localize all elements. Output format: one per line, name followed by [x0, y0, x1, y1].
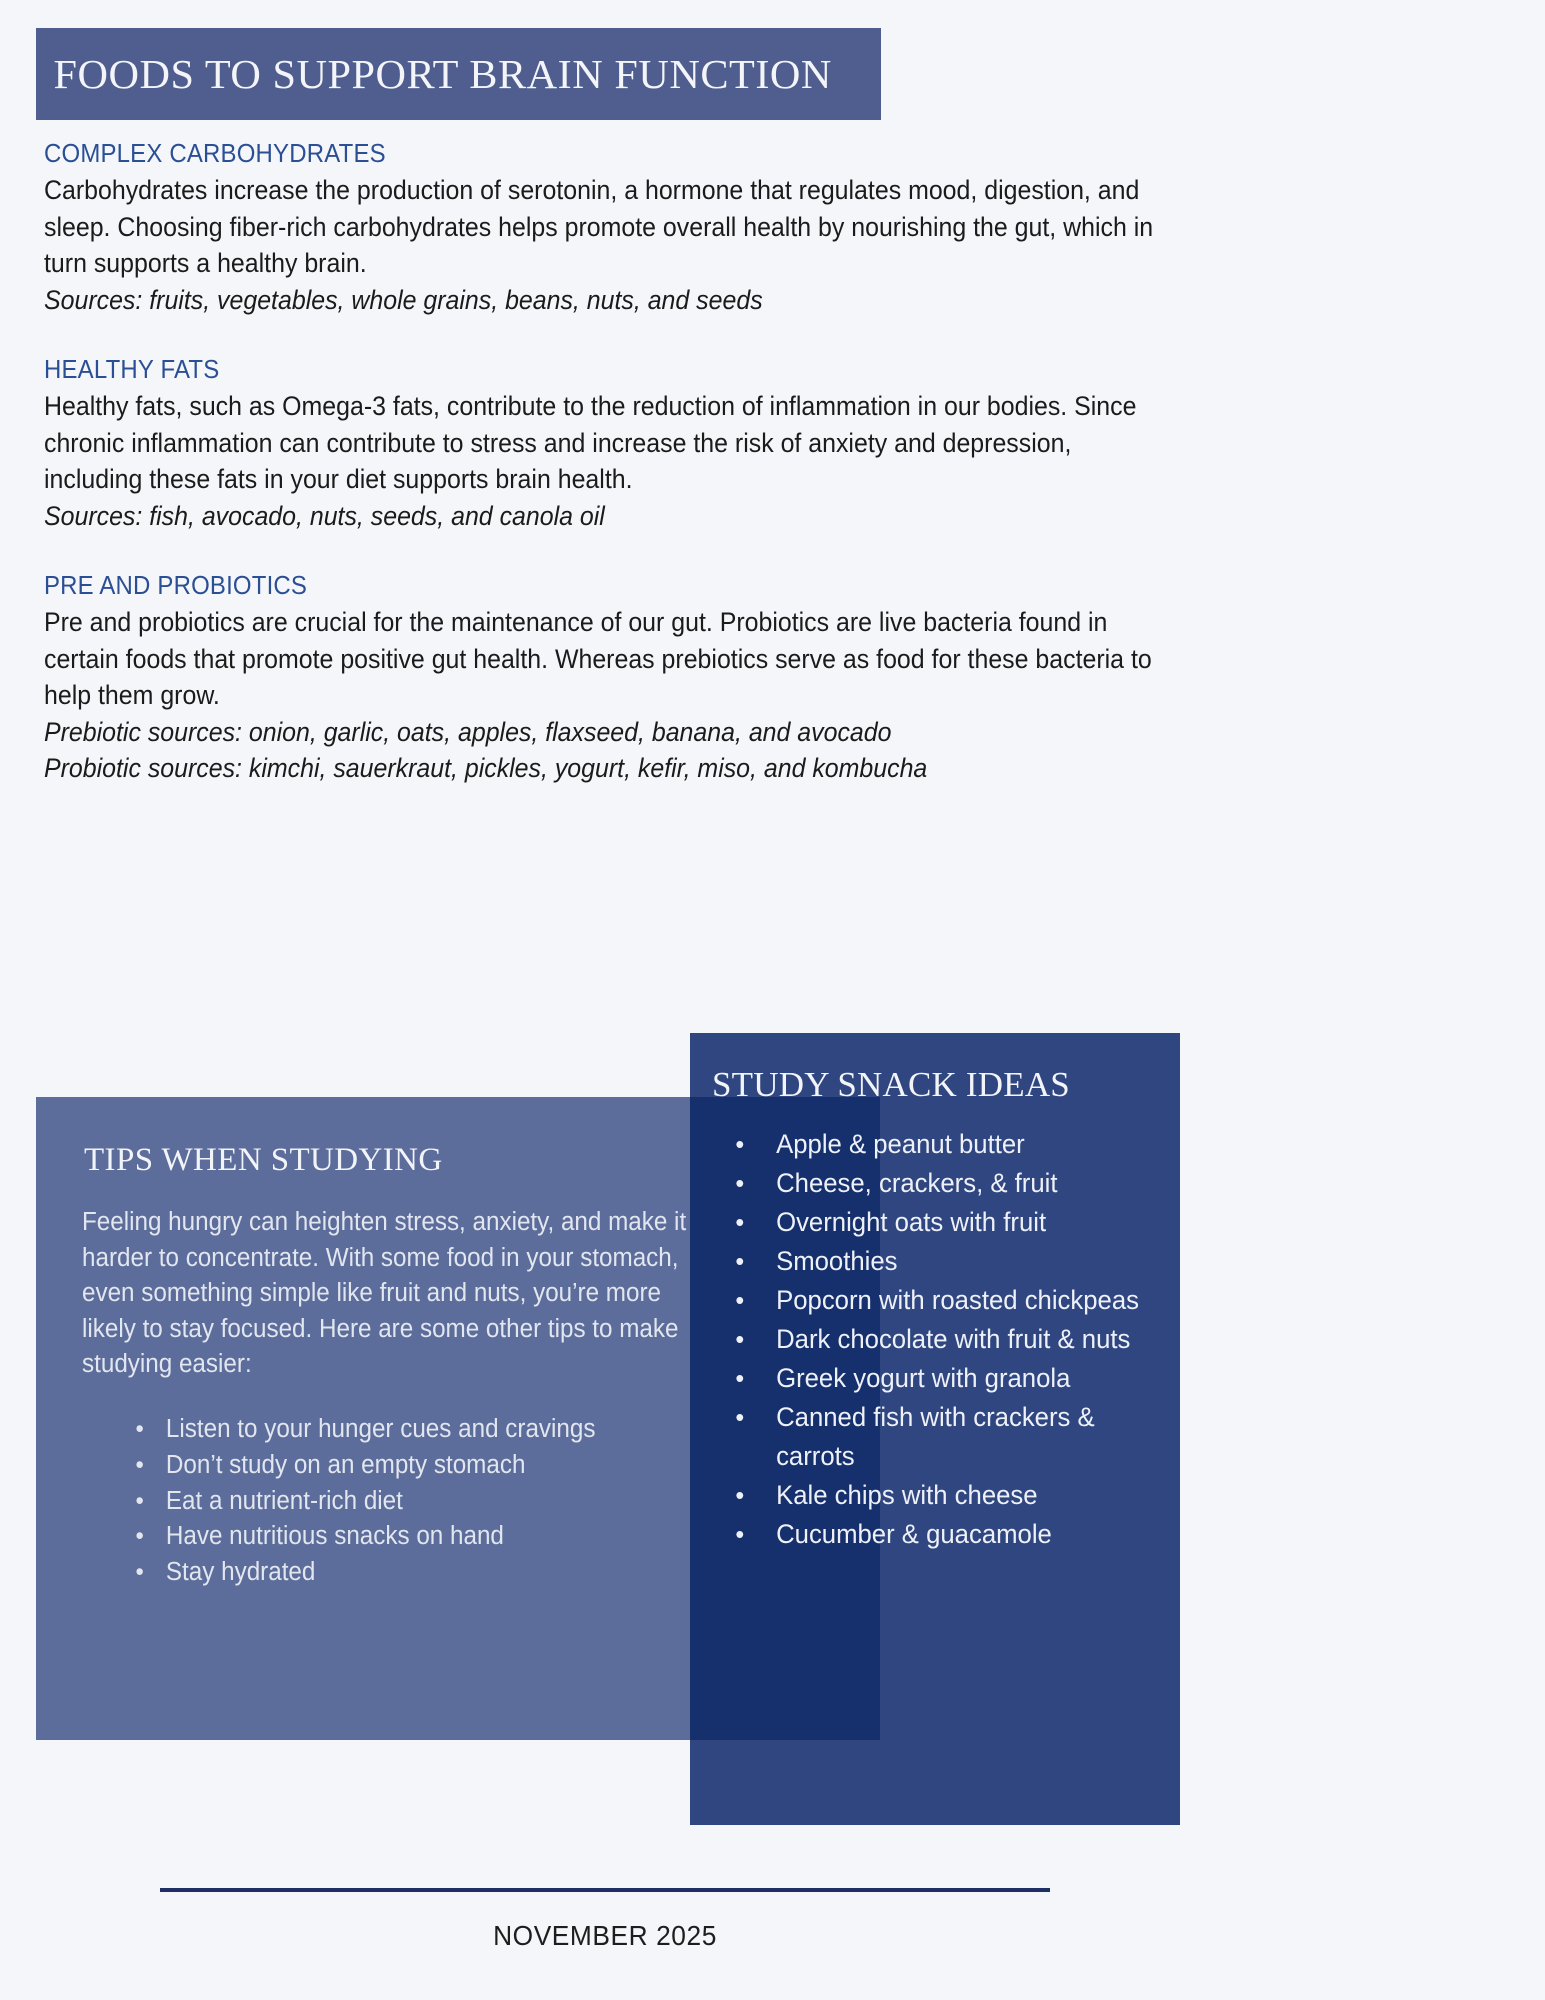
tips-list-item	[126, 1412, 715, 1448]
snack-list-item-label: Canned fish with crackers & carrots	[776, 1402, 1095, 1471]
section-sources: Probiotic sources: kimchi, sauerkraut, pickles, yogurt, kefir, miso, and kombucha	[44, 753, 928, 783]
snack-list-item-label: Smoothies	[776, 1246, 898, 1276]
snack-list-item-label: Dark chocolate with fruit & nuts	[776, 1324, 1131, 1354]
snack-list-item	[714, 1515, 1160, 1554]
bullet-icon: •	[735, 1402, 745, 1432]
bullet-icon: •	[135, 1522, 144, 1551]
section-paragraph: Pre and probiotics are crucial for the maintenance of our gut. Probiotics are live bacteria found in certain foods that promote positive gut health. Whereas prebiotics serve as food for these bacteria to help them grow.	[44, 607, 1152, 710]
snack-list	[714, 1125, 1160, 1554]
tips-list-item	[126, 1448, 715, 1484]
tips-list-item	[126, 1519, 715, 1555]
section-heading: PRE AND PROBIOTICS	[44, 572, 308, 600]
bullet-icon: •	[735, 1285, 745, 1315]
tips-list-item-label: Don’t study on an empty stomach	[165, 1450, 526, 1479]
tips-list-item	[126, 1555, 715, 1591]
snack-list-item	[714, 1359, 1160, 1398]
snack-list-item-label: Kale chips with cheese	[776, 1480, 1038, 1510]
snack-list-item-label: Popcorn with roasted chickpeas	[776, 1285, 1140, 1315]
snack-list-item	[714, 1125, 1160, 1164]
section-heading: COMPLEX CARBOHYDRATES	[44, 140, 386, 168]
tips-card-title: TIPS WHEN STUDYING	[84, 1142, 443, 1178]
section-sources: Prebiotic sources: onion, garlic, oats, apples, flaxseed, banana, and avocado	[44, 716, 892, 747]
snack-list-item	[714, 1164, 1160, 1203]
tips-list-item-label: Listen to your hunger cues and cravings	[165, 1415, 596, 1443]
bullet-icon: •	[135, 1450, 144, 1479]
bullet-icon: •	[735, 1246, 745, 1276]
snack-card-title: STUDY SNACK IDEAS	[712, 1065, 1070, 1104]
tips-list-item-label: Have nutritious snacks on hand	[165, 1522, 504, 1551]
bullet-icon: •	[735, 1168, 745, 1198]
snack-list-item-label: Overnight oats with fruit	[776, 1207, 1047, 1237]
bullet-icon: •	[735, 1480, 745, 1510]
snack-list-item-label: Cheese, crackers, & fruit	[776, 1168, 1058, 1198]
bullet-icon: •	[735, 1129, 745, 1159]
snack-list-item	[714, 1398, 1160, 1476]
tips-list-item-label: Eat a nutrient-rich diet	[165, 1486, 403, 1515]
article-section	[44, 136, 1164, 318]
section-sources: Sources: fish, avocado, nuts, seeds, and canola oil	[44, 500, 605, 531]
footer-divider	[160, 1888, 1050, 1892]
snack-list-item-label: Greek yogurt with granola	[776, 1363, 1071, 1393]
article-body	[44, 136, 1164, 787]
article-section	[44, 568, 1164, 787]
section-paragraph: Carbohydrates increase the production of serotonin, a hormone that regulates mood, digestion, and sleep. Choosing fiber-rich carbohydrates helps promote overall health by nourishing the gut, which in turn supports a healthy brain.	[44, 175, 1154, 278]
section-heading: HEALTHY FATS	[44, 356, 220, 384]
snack-list-item	[714, 1203, 1160, 1242]
snack-list-item	[714, 1242, 1160, 1281]
bullet-icon: •	[735, 1324, 745, 1354]
header-banner	[36, 28, 881, 120]
tips-card-body: Feeling hungry can heighten stress, anxiety, and make it harder to concentrate. With some food in your stomach, even something simple like fruit and nuts, you’re more likely to stay focused. Here are some other tips to make studying easier:	[82, 1208, 687, 1378]
snack-list-item	[714, 1320, 1160, 1359]
article-section	[44, 352, 1164, 534]
bullet-icon: •	[735, 1519, 745, 1549]
page-title: FOODS TO SUPPORT BRAIN FUNCTION	[53, 51, 832, 97]
bullet-icon: •	[735, 1363, 745, 1393]
bullet-icon: •	[135, 1486, 144, 1515]
snack-list-item	[714, 1476, 1160, 1515]
tips-list	[126, 1412, 715, 1591]
footer-date: NOVEMBER 2025	[493, 1920, 717, 1951]
bullet-icon: •	[135, 1415, 144, 1443]
bullet-icon: •	[735, 1207, 745, 1237]
section-paragraph: Healthy fats, such as Omega-3 fats, contribute to the reduction of inflammation in our bodies. Since chronic inflammation can contribute to stress and increase the risk of anxiety and depression, including these fats in your diet supports brain health.	[44, 391, 1137, 494]
snack-list-item-label: Apple & peanut butter	[776, 1129, 1025, 1159]
study-snack-ideas-card	[690, 1033, 1180, 1825]
tips-list-item	[126, 1484, 715, 1520]
bullet-icon: •	[135, 1558, 144, 1587]
tips-list-item-label: Stay hydrated	[165, 1558, 316, 1587]
snack-list-item-label: Cucumber & guacamole	[776, 1519, 1052, 1549]
section-sources: Sources: fruits, vegetables, whole grains, beans, nuts, and seeds	[44, 284, 763, 315]
snack-list-item	[714, 1281, 1160, 1320]
